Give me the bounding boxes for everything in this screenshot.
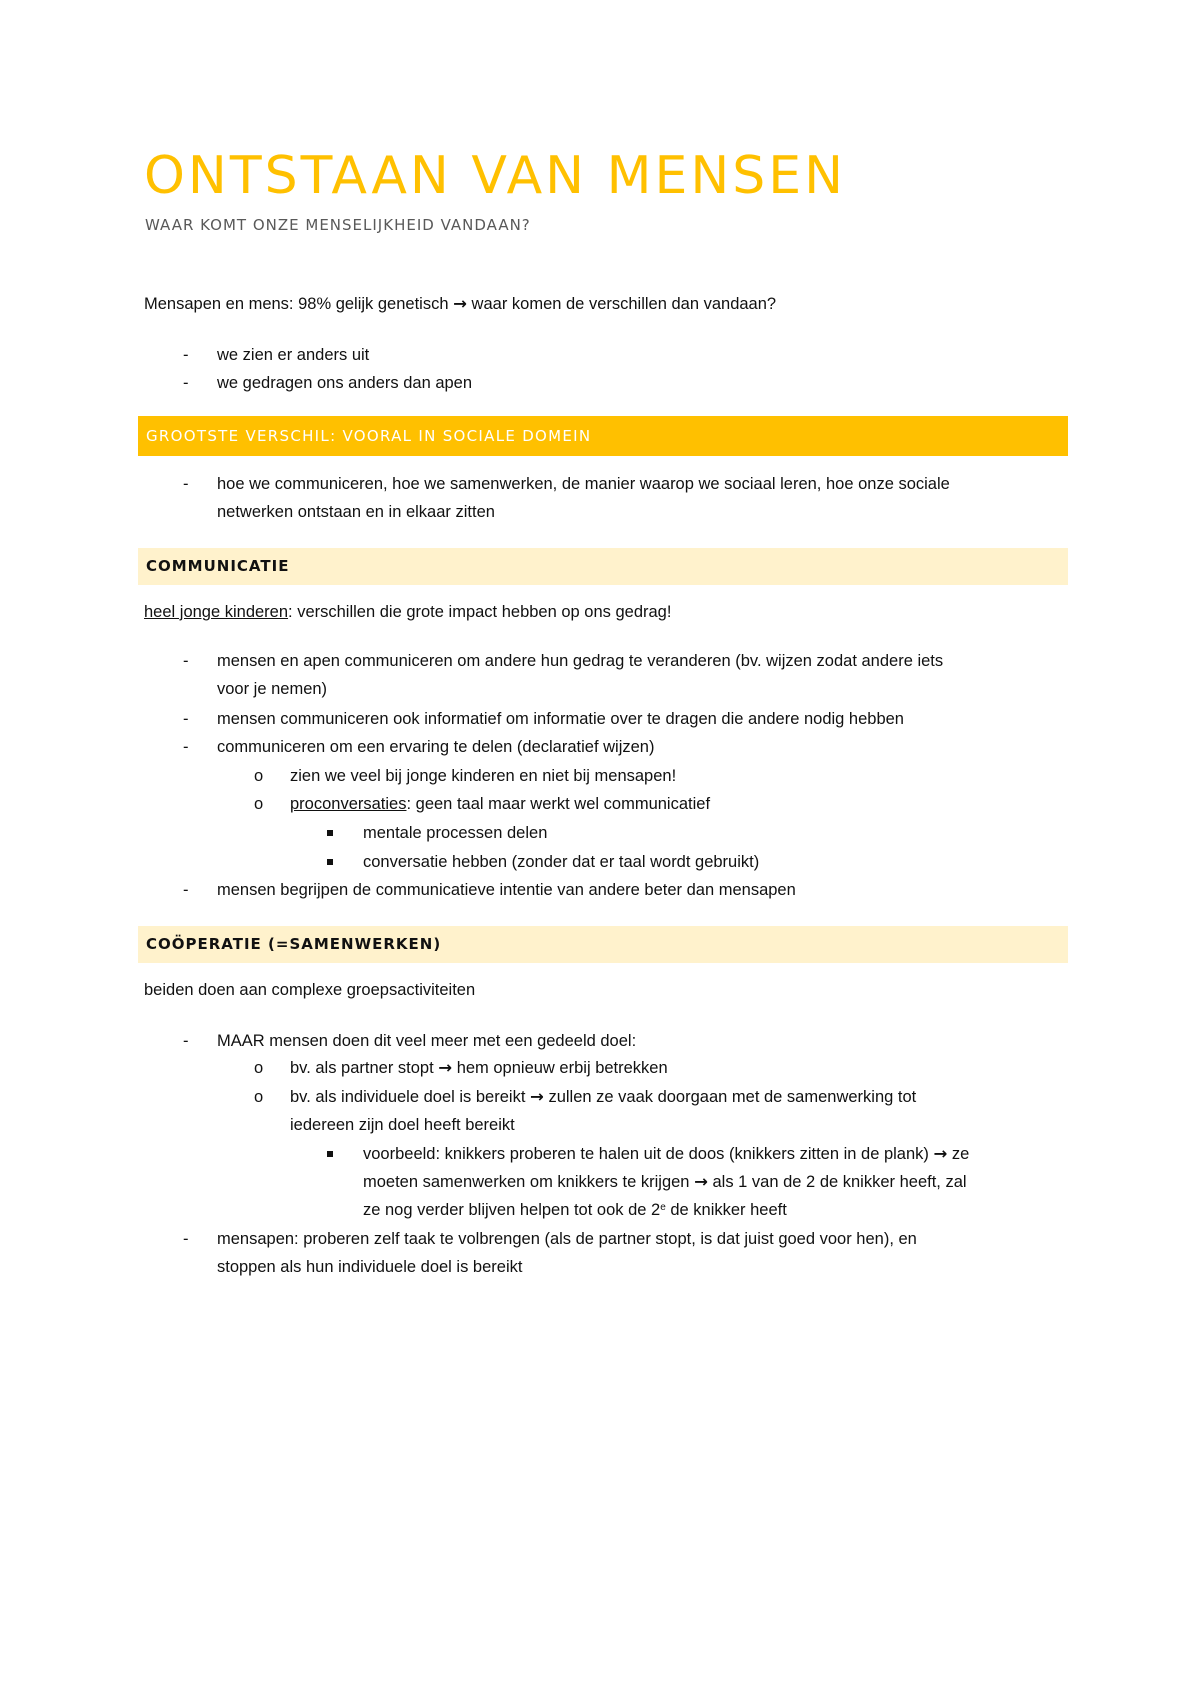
sub-list-item-continuation: iedereen zijn doel heeft bereikt — [290, 1116, 515, 1134]
sub-sub-list-item-continuation: moeten samenwerken om knikkers te krijgen → als 1 van de 2 de knikker heeft, zal — [363, 1172, 967, 1191]
square-bullet-icon — [327, 859, 333, 865]
list-item: we zien er anders uit — [217, 346, 370, 364]
dash-bullet-icon: - — [183, 1230, 189, 1248]
sub-list-item: bv. als partner stopt → hem opnieuw erbij betrekken — [290, 1058, 668, 1077]
section-heading: COMMUNICATIE — [146, 557, 290, 575]
dash-bullet-icon: - — [183, 374, 189, 392]
page-subtitle: WAAR KOMT ONZE MENSELIJKHEID VANDAAN? — [145, 216, 531, 234]
section-lead: beiden doen aan complexe groepsactiviteiten — [144, 981, 476, 999]
square-bullet-icon — [327, 830, 333, 836]
sub-sub-list-item-continuation: ze nog verder blijven helpen tot ook de 2e de knikker heeft — [363, 1201, 787, 1219]
sub-list-item: bv. als individuele doel is bereikt → zullen ze vaak doorgaan met de samenwerking tot — [290, 1087, 917, 1106]
arrow-icon: → — [933, 1144, 948, 1163]
dash-bullet-icon: - — [183, 475, 189, 493]
list-item-continuation: stoppen als hun individuele doel is bereikt — [217, 1258, 523, 1276]
circle-bullet-icon: o — [254, 795, 264, 813]
arrow-icon: → — [453, 294, 467, 313]
list-item-continuation: netwerken ontstaan en in elkaar zitten — [217, 503, 495, 521]
section-heading-band — [138, 548, 1068, 585]
section-heading-band — [138, 416, 1068, 456]
sub-sub-list-item: mentale processen delen — [363, 824, 548, 842]
section-heading: COÖPERATIE (=SAMENWERKEN) — [146, 935, 442, 953]
list-item-continuation: voor je nemen) — [217, 680, 328, 698]
list-item: communiceren om een ervaring te delen (declaratief wijzen) — [217, 738, 655, 756]
sub-list-item: zien we veel bij jonge kinderen en niet bij mensapen! — [290, 767, 677, 785]
circle-bullet-icon: o — [254, 767, 264, 785]
list-item: hoe we communiceren, hoe we samenwerken, de manier waarop we sociaal leren, hoe onze sociale — [217, 475, 950, 493]
dash-bullet-icon: - — [183, 881, 189, 899]
section-heading-band — [138, 926, 1068, 963]
section-lead: heel jonge kinderen: verschillen die grote impact hebben op ons gedrag! — [144, 603, 672, 621]
list-item: mensapen: proberen zelf taak te volbrengen (als de partner stopt, is dat juist goed voor hen), en — [217, 1230, 917, 1248]
arrow-icon: → — [694, 1172, 708, 1191]
dash-bullet-icon: - — [183, 346, 189, 364]
circle-bullet-icon: o — [254, 1059, 264, 1077]
sub-list-item: proconversaties: geen taal maar werkt wel communicatief — [290, 795, 711, 813]
sub-sub-list-item: conversatie hebben (zonder dat er taal wordt gebruikt) — [363, 853, 760, 871]
dash-bullet-icon: - — [183, 1032, 189, 1050]
list-item: mensen en apen communiceren om andere hun gedrag te veranderen (bv. wijzen zodat andere iets — [217, 652, 944, 670]
square-bullet-icon — [327, 1151, 333, 1157]
arrow-icon: → — [438, 1058, 453, 1077]
dash-bullet-icon: - — [183, 652, 189, 670]
list-item: MAAR mensen doen dit veel meer met een gedeeld doel: — [217, 1032, 637, 1050]
arrow-icon: → — [530, 1087, 544, 1106]
list-item: mensen begrijpen de communicatieve intentie van andere beter dan mensapen — [217, 881, 796, 899]
circle-bullet-icon: o — [254, 1088, 264, 1106]
intro-line: Mensapen en mens: 98% gelijk genetisch → waar komen de verschillen dan vandaan? — [144, 294, 777, 313]
list-item: we gedragen ons anders dan apen — [217, 374, 473, 392]
sub-sub-list-item: voorbeeld: knikkers proberen te halen uit de doos (knikkers zitten in de plank) → ze — [363, 1144, 970, 1163]
dash-bullet-icon: - — [183, 710, 189, 728]
page-title: ONTSTAAN VAN MENSEN — [144, 146, 846, 206]
dash-bullet-icon: - — [183, 738, 189, 756]
list-item: mensen communiceren ook informatief om informatie over te dragen die andere nodig hebben — [217, 710, 904, 728]
section-heading: GROOTSTE VERSCHIL: VOORAL IN SOCIALE DOMEIN — [146, 427, 592, 445]
